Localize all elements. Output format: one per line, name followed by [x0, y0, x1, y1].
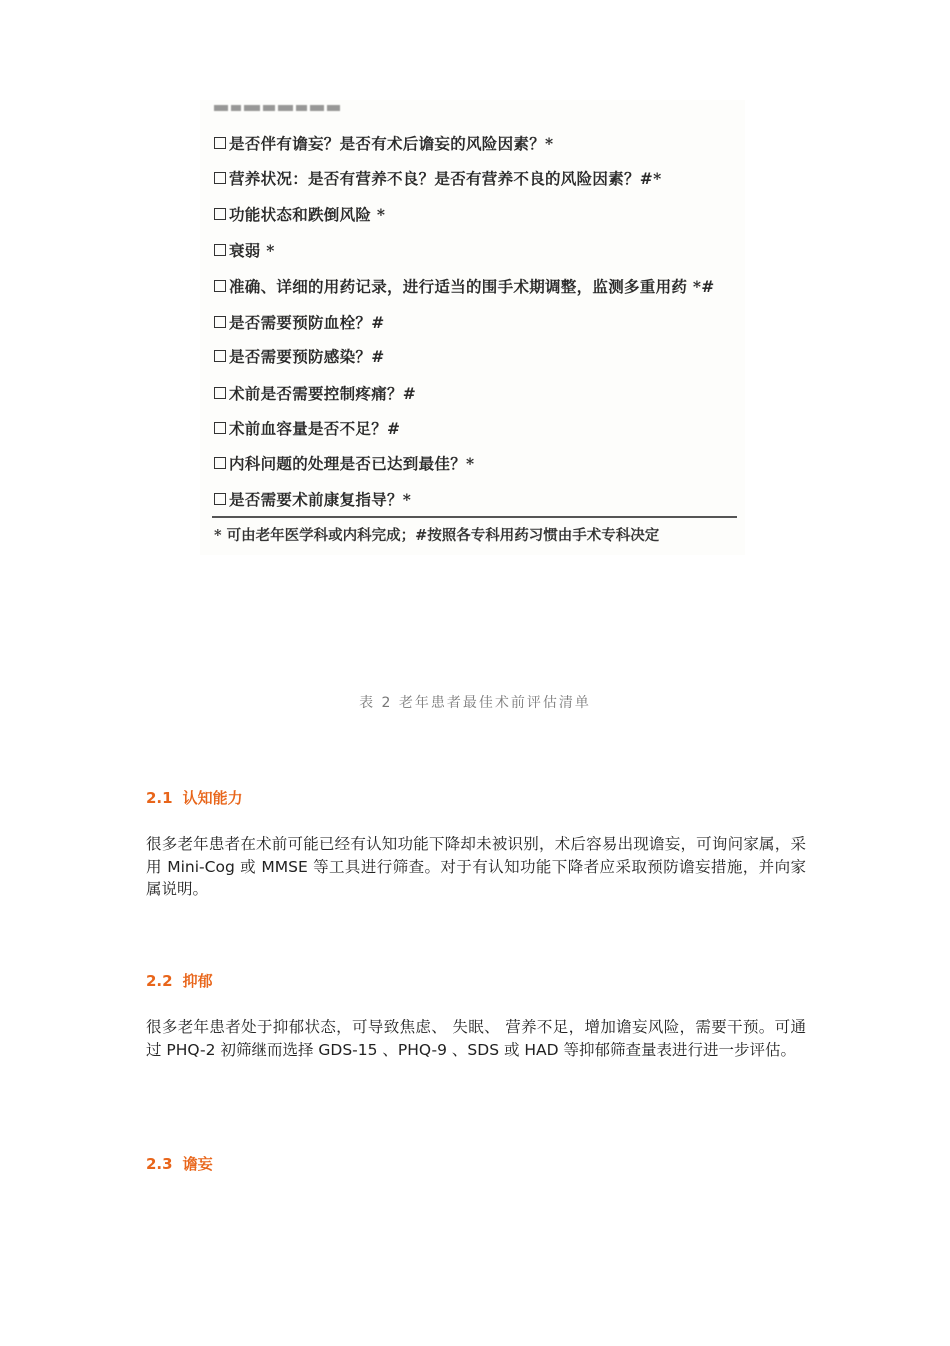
checklist-item: 是否需要术前康复指导？* [214, 488, 411, 510]
section-number: 2.3 [146, 1155, 173, 1173]
checkbox-icon [214, 387, 226, 399]
checkbox-icon [214, 244, 226, 256]
checklist-item: 是否伴有谵妄？是否有术后谵妄的风险因素？* [214, 132, 553, 154]
checkbox-icon [214, 316, 226, 328]
section-title: 认知能力 [182, 789, 243, 807]
table-bottom-rule [212, 516, 737, 518]
checklist-item: 术前是否需要控制疼痛？# [214, 382, 416, 404]
section-heading-2-2 [146, 970, 213, 991]
section-title: 谵妄 [182, 1155, 213, 1173]
checklist-figure [200, 100, 745, 555]
section-body-2-1: 很多老年患者在术前可能已经有认知功能下降却未被识别，术后容易出现谵妄，可询问家属，采用 Mini-Cog 或 MMSE 等工具进行筛查。对于有认知功能下降者应采取预防谵妄措施，并向家属说明。 [146, 835, 806, 898]
section-heading-2-1 [146, 787, 243, 808]
checkbox-icon [214, 172, 226, 184]
checklist-item: 是否需要预防感染？# [214, 345, 385, 367]
checkbox-icon [214, 137, 226, 149]
cropped-previous-line [214, 105, 349, 113]
checklist-item: 营养状况：是否有营养不良？是否有营养不良的风险因素？#* [214, 167, 662, 189]
checklist-item: 衰弱 * [214, 239, 275, 261]
section-number: 2.1 [146, 789, 173, 807]
checkbox-icon [214, 280, 226, 292]
section-title: 抑郁 [182, 972, 213, 990]
table-footnote: * 可由老年医学科或内科完成；#按照各专科用药习惯由手术专科决定 [214, 527, 660, 544]
checklist-item: 准确、详细的用药记录，进行适当的围手术期调整，监测多重用药 *# [214, 275, 715, 297]
section-number: 2.2 [146, 972, 173, 990]
checkbox-icon [214, 208, 226, 220]
checkbox-icon [214, 457, 226, 469]
checkbox-icon [214, 493, 226, 505]
checkbox-icon [214, 422, 226, 434]
checklist-item: 内科问题的处理是否已达到最佳？* [214, 452, 474, 474]
table-caption: 表 2 老年患者最佳术前评估清单 [359, 695, 591, 711]
checklist-item: 术前血容量是否不足？# [214, 417, 400, 439]
checklist-item: 功能状态和跌倒风险 * [214, 203, 385, 225]
section-heading-2-3 [146, 1153, 213, 1174]
section-body-2-2: 很多老年患者处于抑郁状态，可导致焦虑、 失眠、 营养不足，增加谵妄风险，需要干预。可通过 PHQ-2 初筛继而选择 GDS-15 、PHQ-9 、SDS 或 HAD 等抑郁筛查量表进行进一步评估。 [146, 1018, 806, 1059]
checklist-item: 是否需要预防血栓？# [214, 311, 385, 333]
checkbox-icon [214, 350, 226, 362]
